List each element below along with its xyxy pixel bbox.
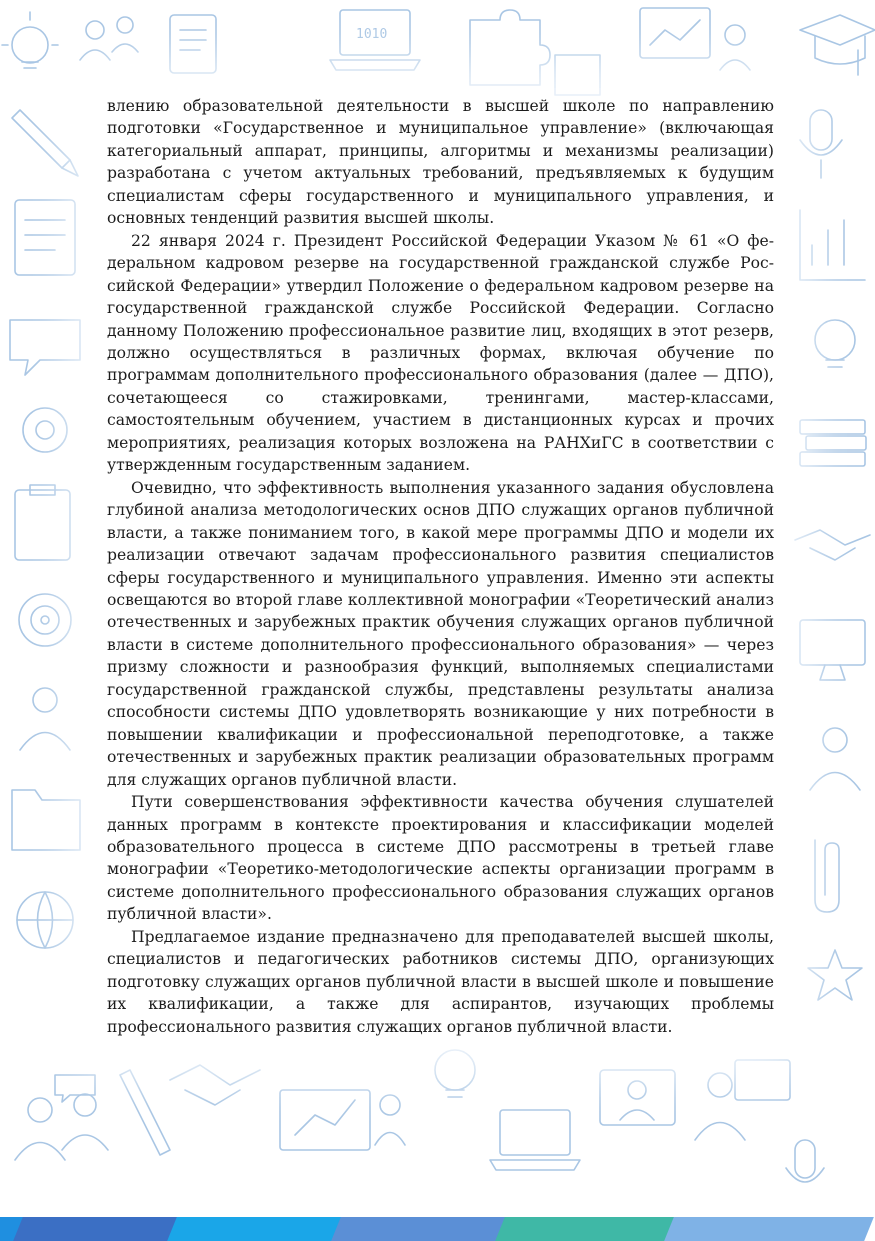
video-call-icon <box>600 1070 675 1125</box>
puzzle-icon <box>470 10 600 95</box>
target-icon <box>19 594 71 646</box>
paragraph-continuation: влению образовательной деятельности в высшей школе по направлению подготовки «Государственное и муниципальное управление» (включающая категориальный аппарат, принципы, алгоритмы и механизмы реализации) разработана с учетом актуальных требований, предъявляемых к будущим специалистам сферы государственного и муниципального управления, и основных тенденций развития высшей школы. <box>107 97 774 228</box>
paperclip-icon <box>815 840 839 912</box>
people-discussion-icon <box>15 1075 108 1160</box>
pen-icon <box>120 1070 170 1155</box>
paragraph-audience: Предлагаемое издание предназначено для преподавателей высшей школы, специалистов и педагогических работников системы ДПО, организующих подготовку служащих органов публичной власти в высшей школе и повышение их квалификации, а также для аспирантов, изучающих проблемы профессионального развития служащих органов публичной власти. <box>107 927 774 1036</box>
star-icon <box>808 950 862 1000</box>
microphone-icon-bottom <box>786 1140 824 1182</box>
teacher-icon-bottom <box>695 1060 790 1140</box>
book-icon <box>170 15 216 73</box>
monitor-icon <box>800 620 865 680</box>
lightbulb-icon <box>2 12 58 68</box>
bar-segment <box>13 1217 183 1241</box>
book-stack-icon <box>800 420 866 466</box>
paragraph-third-chapter: Пути совершенствования эффективности качества обучения слушателей данных программ в контексте проектирования и классификации моделей образовательного процесса в системе ДПО рассмотрены в третьей главе монографии «Теоретико-методологические аспекты организации программ в системе дополнительного профессионального образования служащих органов публичной власти». <box>107 793 774 924</box>
bar-segment <box>664 1217 874 1241</box>
person-icon <box>20 688 70 750</box>
graduation-cap-icon <box>800 15 875 75</box>
microphone-icon <box>800 110 842 178</box>
gear-icon <box>23 408 67 452</box>
person-icon-right <box>810 728 860 790</box>
handshake-icon <box>795 530 870 560</box>
bar-segment <box>167 1217 347 1241</box>
teacher-board-icon <box>280 1090 405 1150</box>
presentation-board-icon <box>640 8 750 70</box>
paragraph-effectiveness: Очевидно, что эффективность выполнения указанного задания обусловлена глубиной анализа методологических основ ДПО служащих органов публичной власти, а также пониманием того, в какой мере программы ДПО и модели их реализации отвечают задачам профессионального развития специалистов сферы государственного и муниципального управления. Именно эти аспекты освещаются во второй главе коллективной монографии «Теоретический анализ отечественных и зарубежных практик обучения служащих органов публичной власти в системе дополнительного профессионального образования» — через призму сложности и разнообразия функций, выполняемых специалистами государственной гражданской службы, представлены результаты анализа способности системы ДПО удовлетворять возникающие у них потребности в повышении квалификации и профессиональной переподготовке, а также отечественных и зарубежных практик реализации образовательных программ для служащих органов публичной власти. <box>107 478 774 789</box>
bottom-color-bar <box>0 1217 875 1241</box>
globe-icon <box>17 892 73 948</box>
clipboard-icon <box>15 485 70 560</box>
laptop-icon <box>330 10 420 70</box>
bar-segment <box>495 1217 680 1241</box>
handshake-icon-bottom <box>170 1065 260 1105</box>
bar-segment <box>331 1217 511 1241</box>
chat-bubble-icon <box>10 320 80 375</box>
folder-icon <box>12 790 80 850</box>
chart-icon <box>800 210 865 280</box>
paragraph-decree: 22 января 2024 г. Президент Российской Федерации Указом № 61 «О федеральном кадровом резерве на государственной гражданской службе Российской Федерации» утвердил Положение о федеральном кадровом резерве на государственной гражданской службе Российской Федерации. Согласно данному Положению профессиональное развитие лиц, входящих в этот резерв, должно осуществляться в различных формах, включая обучение по программам дополнительного профессионального образования (далее — ДПО), сочетающееся со стажировками, тренингами, мастер-классами, самостоятельным обучением, участием в дистанционных курсах и прочих мероприятиях, реализация которых возложена на РАНХиГС в соответствии с утвержденным государственным заданием. <box>107 231 774 475</box>
lightbulb-icon-right <box>815 320 855 367</box>
svg-text:1010: 1010 <box>356 27 388 42</box>
notebook-icon <box>15 200 75 275</box>
people-group-icon <box>80 17 138 60</box>
pencil-icon <box>12 110 78 176</box>
laptop-icon-bottom <box>490 1110 580 1170</box>
document-body <box>107 95 774 1038</box>
lightbulb-icon-bottom <box>435 1050 475 1097</box>
